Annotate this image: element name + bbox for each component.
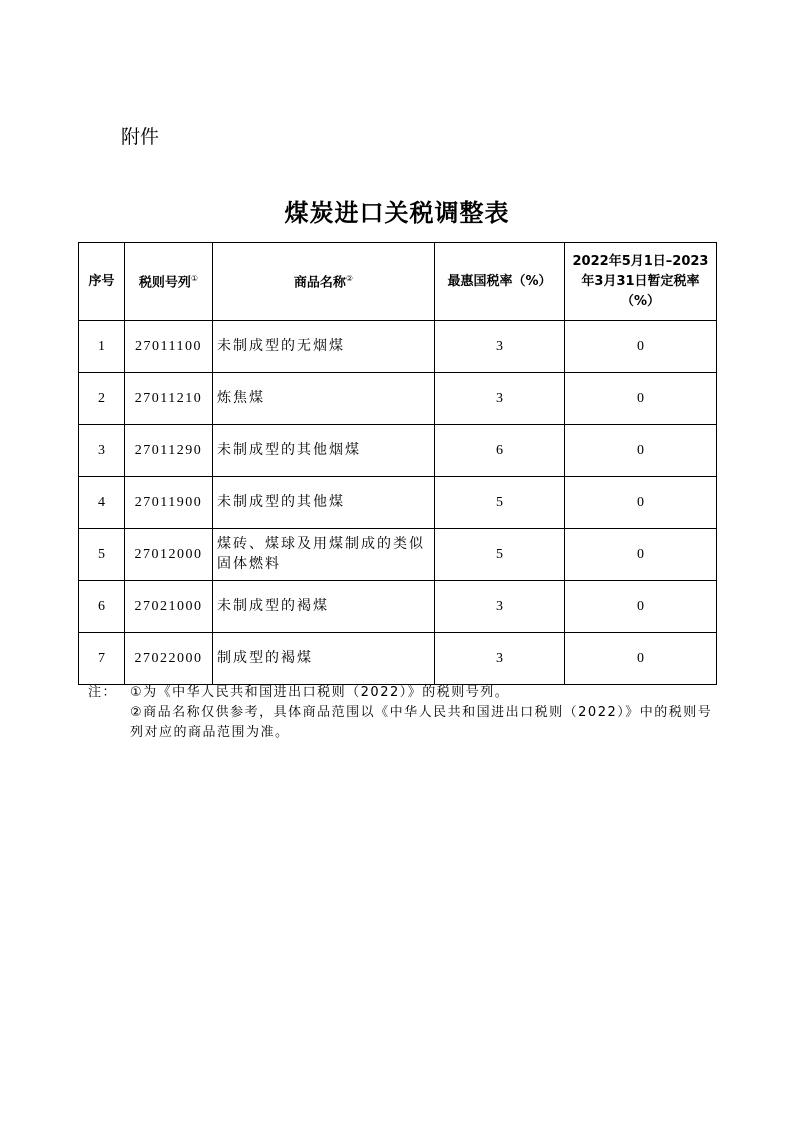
cell-code: 27022000 [125,633,213,685]
footnote-marker: ② [345,274,354,284]
cell-name: 未制成型的其他煤 [213,477,435,529]
cell-code: 27011900 [125,477,213,529]
cell-code: 27011290 [125,425,213,477]
note-item-1: ①为《中华人民共和国进出口税则（2022）》的税则号列。 [130,685,510,700]
cell-name: 炼焦煤 [213,373,435,425]
tariff-table [78,242,717,685]
header-tariff-code-label: 税则号列 [138,275,191,291]
cell-mfn: 3 [435,581,565,633]
header-seq [79,243,125,321]
header-product-name-label: 商品名称 [293,275,346,291]
cell-seq: 1 [79,321,125,373]
table-row [79,425,717,477]
cell-interim: 0 [565,477,717,529]
cell-code: 27011100 [125,321,213,373]
cell-name: 制成型的褐煤 [213,633,435,685]
header-interim-rate-label: 2022年5月1日–2023年3月31日暂定税率（%） [572,253,709,309]
cell-name: 未制成型的无烟煤 [213,321,435,373]
table-header-row [79,243,717,321]
cell-mfn: 6 [435,425,565,477]
cell-interim: 0 [565,373,717,425]
cell-interim: 0 [565,321,717,373]
cell-mfn: 3 [435,633,565,685]
header-tariff-code [125,243,213,321]
cell-mfn: 3 [435,321,565,373]
cell-name: 未制成型的褐煤 [213,581,435,633]
cell-seq: 2 [79,373,125,425]
header-mfn-rate [435,243,565,321]
cell-interim: 0 [565,581,717,633]
cell-interim: 0 [565,425,717,477]
notes-label: 注： [88,685,118,700]
page-title: 煤炭进口关税调整表 [284,198,510,227]
header-interim-rate [565,243,717,321]
table-row [79,529,717,581]
attachment-label: 附件 [121,126,160,148]
cell-seq: 6 [79,581,125,633]
cell-code: 27011210 [125,373,213,425]
cell-name: 未制成型的其他烟煤 [213,425,435,477]
header-product-name [213,243,435,321]
cell-code: 27012000 [125,529,213,581]
cell-mfn: 5 [435,529,565,581]
table-notes [88,683,718,743]
note-item-2: ②商品名称仅供参考，具体商品范围以《中华人民共和国进出口税则（2022）》中的税则号列对应的商品范围为准。 [130,705,713,740]
cell-interim: 0 [565,529,717,581]
table-row [79,477,717,529]
cell-mfn: 5 [435,477,565,529]
header-seq-label: 序号 [88,273,115,289]
cell-interim: 0 [565,633,717,685]
table-row [79,633,717,685]
header-mfn-rate-label: 最惠国税率（%） [447,273,552,289]
cell-seq: 7 [79,633,125,685]
table-row [79,373,717,425]
table-row [79,581,717,633]
table-row [79,321,717,373]
cell-name: 煤砖、煤球及用煤制成的类似固体燃料 [213,529,435,581]
cell-seq: 5 [79,529,125,581]
cell-mfn: 3 [435,373,565,425]
cell-seq: 4 [79,477,125,529]
cell-seq: 3 [79,425,125,477]
footnote-marker: ① [190,274,199,284]
cell-code: 27021000 [125,581,213,633]
